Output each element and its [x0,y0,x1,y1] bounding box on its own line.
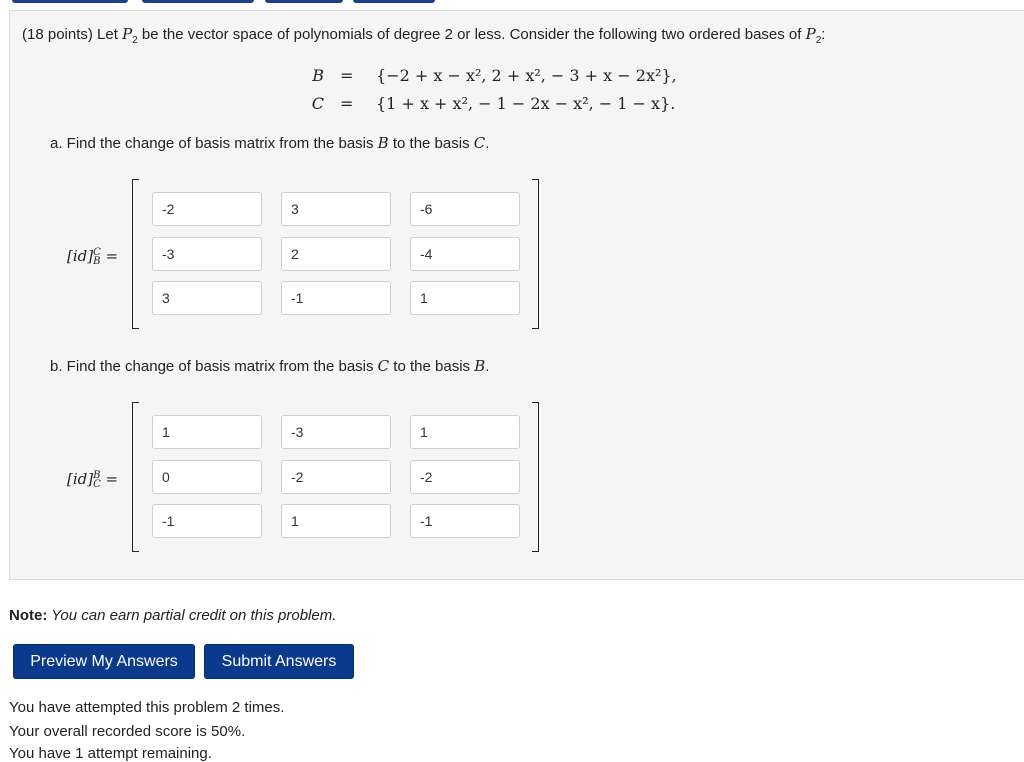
submit-answers-button[interactable]: Submit Answers [204,644,354,679]
matrix-a-label-sub: B [93,256,101,267]
equals-sign: = [340,94,354,113]
matrix-b-cell[interactable]: 1 [152,415,262,449]
matrix-b-right-bracket [532,402,539,552]
matrix-a-cell[interactable]: 3 [281,192,391,226]
matrix-a-cell[interactable]: -1 [281,281,391,315]
matrix-a-cell[interactable]: -3 [152,237,262,271]
tab-indicator[interactable] [12,0,128,3]
matrix-b-cell[interactable]: -2 [281,460,391,494]
matrix-b-label-sup: B [93,470,101,481]
matrix-b-label-main: [id] [67,470,94,488]
intro-text-start: (18 points) Let [22,26,123,43]
intro-text-middle: be the vector space of polynomials of degree 2 or less. Consider the following two ordered bases of [137,26,806,43]
preview-answers-button[interactable]: Preview My Answers [13,644,195,679]
partial-credit-note [9,607,336,624]
top-tab-strip [0,0,1024,4]
matrix-a-label [67,247,118,266]
matrix-a-label-main: [id] [67,247,94,265]
p2-subscript: 2 [815,35,822,46]
basis-c-set: {1 + x + x², − 1 − 2x − x², − 1 − x}. [376,94,676,113]
p2-symbol: P [805,25,816,43]
note-text: You can earn partial credit on this problem. [47,607,337,624]
basis-b-set: {−2 + x − x², 2 + x², − 3 + x − 2x²}, [376,66,677,85]
tab-indicator[interactable] [142,0,254,3]
equals-sign: = [340,66,354,85]
matrix-b-left-bracket [132,402,139,552]
basis-c-name: C [311,94,324,113]
attempts-status: You have attempted this problem 2 times. [9,699,285,716]
problem-statement [22,25,825,46]
matrix-a-cell[interactable]: 3 [152,281,262,315]
matrix-b-cell[interactable]: -3 [281,415,391,449]
part-b-text: . [485,358,490,375]
matrix-b-label-sub: C [93,479,101,490]
matrix-a-cell[interactable]: -2 [152,192,262,226]
part-b-to-basis: B [474,357,486,375]
tab-indicator[interactable] [353,0,435,3]
remaining-status: You have 1 attempt remaining. [9,745,212,762]
basis-b-name: B [312,66,324,85]
part-b-from-basis: C [377,357,390,375]
part-b-text: to the basis [389,358,475,375]
matrix-a-right-bracket [532,179,539,329]
matrix-a-cell[interactable]: 2 [281,237,391,271]
part-b-question [50,357,489,375]
intro-text-end: : [821,26,826,43]
score-status: Your overall recorded score is 50%. [9,723,246,740]
part-a-text: . [485,135,490,152]
matrix-a-cell[interactable]: 1 [410,281,520,315]
part-a-from-basis: B [377,134,389,152]
p2-symbol: P [122,25,133,43]
matrix-b-cell[interactable]: -1 [410,504,520,538]
problem-panel [9,10,1024,580]
matrix-b-cell[interactable]: 1 [281,504,391,538]
matrix-a-left-bracket [132,179,139,329]
part-a-question [50,134,489,152]
note-label: Note: [9,607,48,624]
tab-indicator[interactable] [265,0,343,3]
matrix-a-cell[interactable]: -4 [410,237,520,271]
matrix-b-cell[interactable]: -2 [410,460,520,494]
p2-subscript: 2 [132,35,138,46]
matrix-b-cell[interactable]: 1 [410,415,520,449]
part-b-text: b. Find the change of basis matrix from the basis [50,358,378,375]
equals-sign: = [100,470,119,488]
matrix-a-label-sup: C [93,247,101,258]
matrix-a-cell[interactable]: -6 [410,192,520,226]
part-a-text: a. Find the change of basis matrix from the basis [50,135,378,152]
equals-sign: = [100,247,119,265]
matrix-b-cell[interactable]: -1 [152,504,262,538]
matrix-b-label [67,470,118,489]
part-a-text: to the basis [388,135,474,152]
part-a-to-basis: C [473,134,486,152]
matrix-b-cell[interactable]: 0 [152,460,262,494]
